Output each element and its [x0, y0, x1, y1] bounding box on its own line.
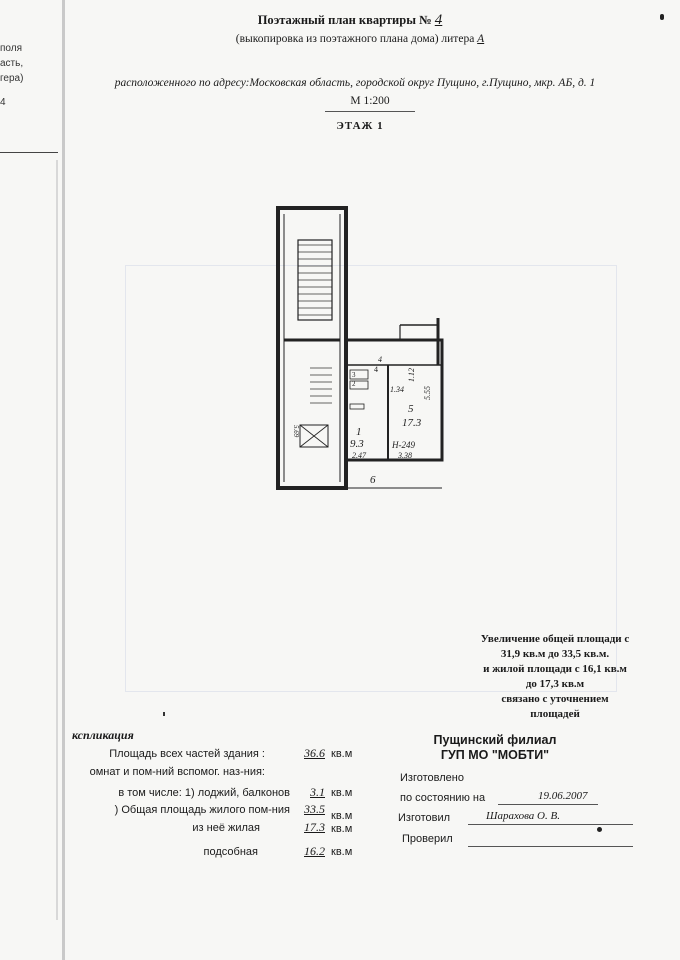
- plan-dimension: 5.69: [292, 425, 300, 438]
- branch-line: ГУП МО "МОБТИ": [440, 748, 550, 762]
- explication-label: Площадь всех частей здания :: [109, 748, 265, 760]
- left-fragment-3: гера): [0, 73, 24, 84]
- mark-dot: [163, 712, 165, 716]
- explication-unit: кв.м: [331, 823, 353, 835]
- plan-fixture: [350, 404, 364, 409]
- floor-plan: [270, 200, 470, 500]
- branch-line: Пущинский филиал: [433, 733, 557, 747]
- page-edge-shadow: [56, 160, 58, 920]
- plan-dimension: 3.38: [398, 451, 412, 460]
- mark-dot: [597, 827, 602, 832]
- plan-dimension: 1.34: [390, 385, 404, 394]
- scale: М 1:200: [350, 95, 390, 107]
- left-fragment-4: 4: [0, 97, 6, 108]
- title-text: Поэтажный план квартиры №: [257, 13, 432, 27]
- checked-line: [468, 846, 633, 847]
- explication-unit: кв.м: [331, 787, 353, 799]
- explication-label: в том числе: 1) лоджий, балконов: [118, 787, 290, 799]
- plan-annotation: 4: [378, 355, 382, 364]
- plan-room-number: 1: [356, 426, 362, 438]
- made-label: Изготовлено: [400, 772, 464, 784]
- state-date: 19.06.2007: [538, 790, 588, 802]
- explication-unit: кв.м: [331, 810, 353, 822]
- floor-label: ЭТАЖ 1: [336, 120, 384, 132]
- left-fragment-line: [0, 152, 58, 153]
- change-note-line: площадей: [530, 708, 580, 720]
- plan-room-area: 9.3: [350, 438, 364, 450]
- made-by-line: [468, 824, 633, 825]
- state-date-line: [498, 804, 598, 805]
- area-change-note: [445, 632, 665, 722]
- explication-unit: кв.м: [331, 846, 353, 858]
- explication-value: 36.6: [304, 746, 325, 760]
- litera-value: А: [477, 33, 485, 45]
- left-fragment-1: поля: [0, 43, 23, 54]
- change-note-line: связано с уточнением: [501, 693, 609, 705]
- branch-name: [400, 733, 590, 763]
- change-note-line: до 17,3 кв.м: [525, 678, 585, 690]
- plan-dimension: 5.55: [423, 386, 432, 400]
- left-fragment-2: асть,: [0, 58, 24, 69]
- address: расположенного по адресу:Московская область, городской округ Пущино, г.Пущино, мкр. АБ, д. 1: [114, 77, 596, 89]
- change-note-line: 31,9 кв.м до 33,5 кв.м.: [500, 648, 610, 660]
- explication-label: омнат и пом-ний вспомог. наз-ния:: [89, 766, 265, 778]
- plan-dimension: 2.47: [352, 451, 366, 460]
- explication-title: кспликация: [72, 728, 134, 742]
- change-note-line: и жилой площади с 16,1 кв.м: [483, 663, 627, 675]
- explication-label: из неё жилая: [192, 822, 260, 834]
- plan-room-number: 2: [352, 380, 356, 388]
- plan-room-number: 5: [408, 403, 414, 415]
- plan-annotation: H-249: [392, 440, 415, 450]
- document-title: [190, 12, 510, 29]
- plan-stairs: [298, 245, 332, 403]
- checked-label: Проверил: [402, 833, 453, 845]
- explication-value: 3.1: [310, 785, 325, 799]
- explication-label: ) Общая площадь жилого пом-ния: [114, 804, 290, 816]
- change-note-line: Увеличение общей площади с: [480, 633, 630, 645]
- scale-underline: [325, 111, 415, 112]
- plan-dimension: 6: [370, 474, 376, 486]
- explication-unit: кв.м: [331, 748, 353, 760]
- plan-room-area: 17.3: [402, 417, 422, 429]
- state-label: по состоянию на: [400, 792, 486, 804]
- page-edge: [62, 0, 65, 960]
- document-subtitle: [150, 33, 570, 45]
- plan-room-number: 3: [352, 371, 356, 379]
- plan-stair-wall: [278, 208, 346, 488]
- explication-value: 16.2: [304, 844, 325, 858]
- explication-value: 17.3: [304, 820, 325, 834]
- explication-value: 33.5: [304, 802, 325, 816]
- plan-dimension: 1.12: [407, 368, 416, 382]
- made-by-value: Шарахова О. В.: [486, 810, 560, 822]
- apartment-number: 4: [434, 12, 443, 28]
- plan-room-number: 4: [374, 365, 378, 374]
- made-by-label: Изготовил: [398, 812, 451, 824]
- page-spot: [660, 14, 664, 20]
- subtitle-text: (выкопировка из поэтажного плана дома) литера: [235, 33, 475, 45]
- explication-label: подсобная: [203, 846, 258, 858]
